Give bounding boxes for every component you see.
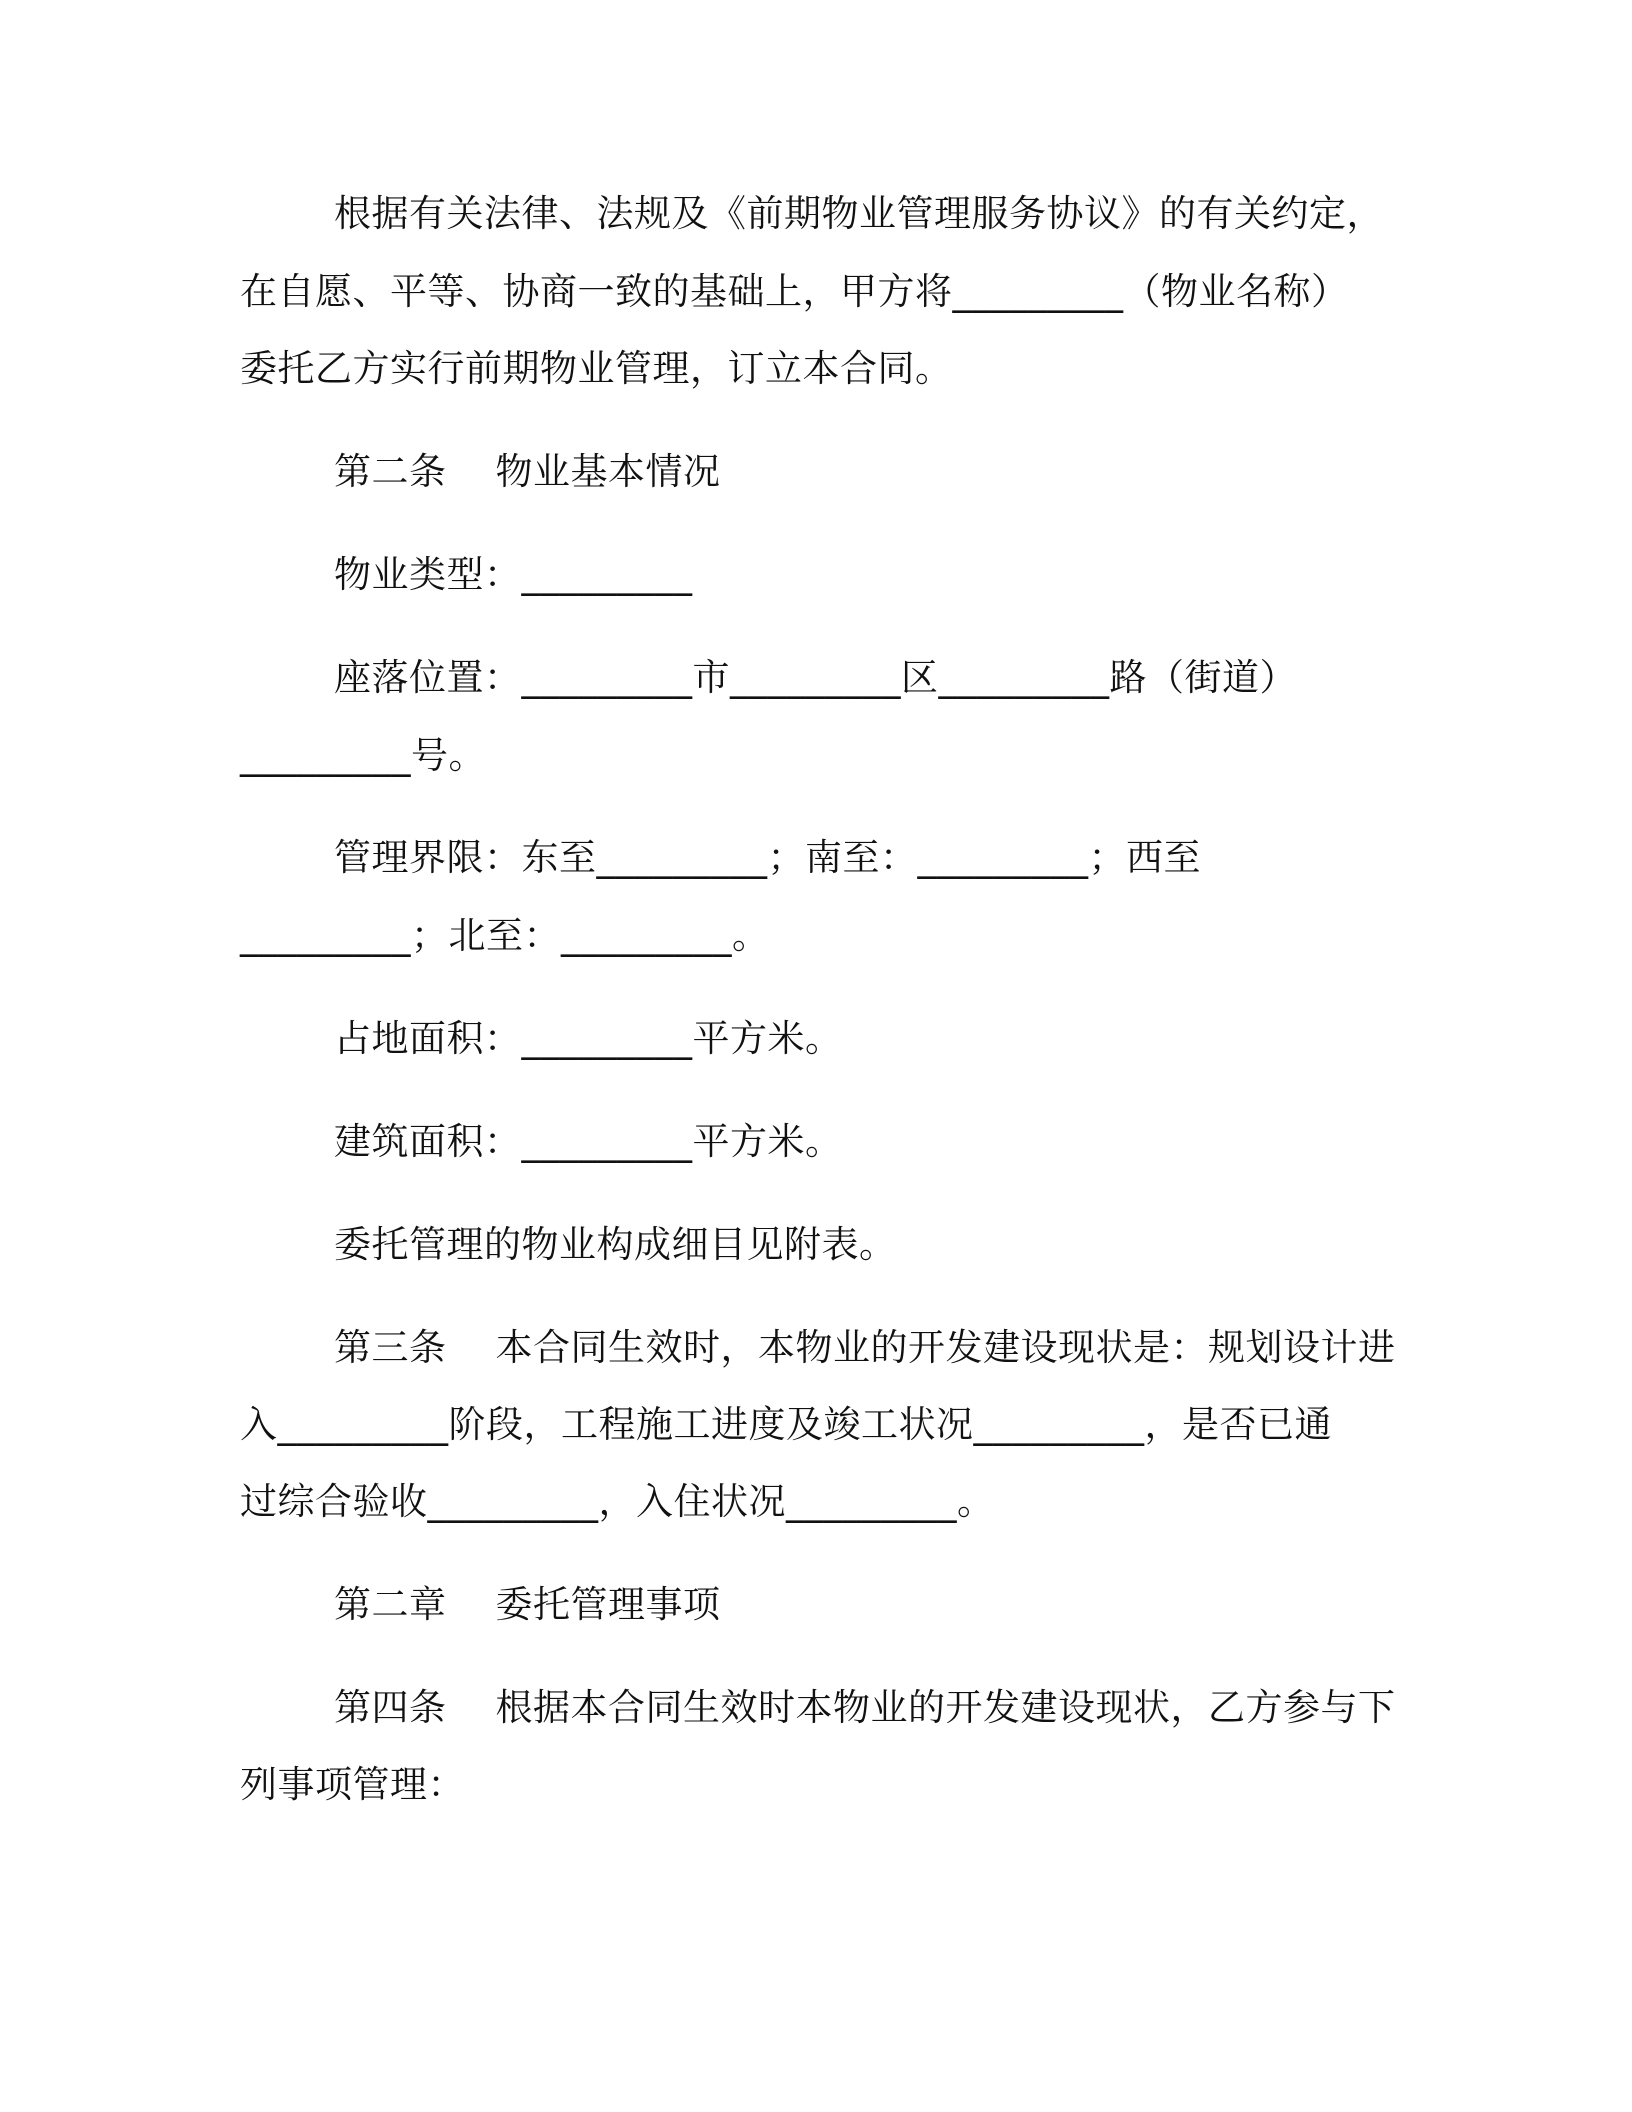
intro-line-2: 在自愿、平等、协商一致的基础上，甲方将_________（物业名称） xyxy=(240,270,1349,313)
article-4-line-2: 列事项管理： xyxy=(240,1763,465,1806)
article-4-line-1: 第四条 根据本合同生效时本物业的开发建设现状，乙方参与下 xyxy=(334,1686,1396,1729)
intro-line-1: 根据有关法律、法规及《前期物业管理服务协议》的有关约定， xyxy=(334,192,1384,235)
intro-line-3: 委托乙方实行前期物业管理，订立本合同。 xyxy=(240,347,953,390)
location-line-1: 座落位置：_________市_________区_________路（街道） xyxy=(334,656,1297,699)
property-type-line: 物业类型：_________ xyxy=(334,553,693,596)
boundaries-line-2: _________；北至：_________。 xyxy=(240,914,770,957)
appendix-note-line: 委托管理的物业构成细目见附表。 xyxy=(334,1223,897,1266)
article-3-line-1: 第三条 本合同生效时，本物业的开发建设现状是：规划设计进 xyxy=(334,1326,1396,1369)
article-3-line-3: 过综合验收_________，入住状况_________。 xyxy=(240,1480,995,1523)
land-area-line: 占地面积：_________平方米。 xyxy=(334,1017,843,1060)
building-area-line: 建筑面积：_________平方米。 xyxy=(334,1120,843,1163)
location-line-2: _________号。 xyxy=(240,734,486,777)
chapter-2-heading: 第二章 委托管理事项 xyxy=(334,1583,721,1626)
article-2-heading: 第二条 物业基本情况 xyxy=(334,450,721,493)
article-3-line-2: 入_________阶段，工程施工进度及竣工状况_________，是否已通 xyxy=(240,1403,1332,1446)
boundaries-line-1: 管理界限：东至_________；南至：_________；西至 xyxy=(334,836,1201,879)
